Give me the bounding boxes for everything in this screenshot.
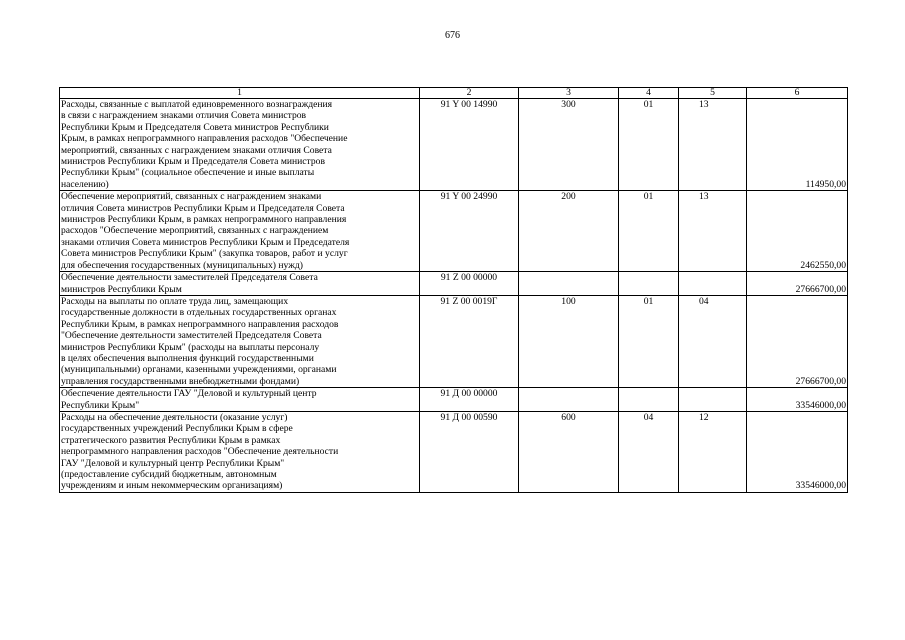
row-code: 91 Y 00 24990 [420,191,519,272]
description-line: Расходы на обеспечение деятельности (оказание услуг) [61,411,288,423]
row-col-3: 100 [519,295,619,387]
header-col-2: 2 [420,88,519,99]
row-col-5: 13 [679,99,747,191]
description-line: Республики Крым" (социальное обеспечение и иные выплаты [61,167,315,179]
description-line: Крым, в рамках непрограммного направления расходов "Обеспечение [61,133,348,145]
description-line: населению) [61,178,109,190]
row-col-5: 12 [679,411,747,492]
row-code: 91 Д 00 00000 [420,388,519,412]
row-description [60,411,420,492]
description-line: государственные должности в отдельных государственных органах [61,307,337,319]
description-line: расходов "Обеспечение мероприятий, связанных с награждением [61,225,329,237]
description-line: мероприятий, связанных с награждением знаками отличия Совета [61,144,332,156]
row-col-4 [619,272,679,296]
row-amount: 27666700,00 [747,272,848,296]
description-line: министров Республики Крым [61,283,182,295]
description-line: Расходы на выплаты по оплате труда лиц, замещающих [61,295,289,307]
description-line: Обеспечение деятельности заместителей Председателя Совета [61,272,318,284]
row-col-3: 200 [519,191,619,272]
budget-table [59,87,848,493]
table-row [60,295,848,387]
description-line: ГАУ "Деловой и культурный центр Республики Крым" [61,457,285,469]
description-line: министров Республики Крым, в рамках непрограммного направления [61,214,347,226]
row-col-4: 04 [619,411,679,492]
description-line: Расходы, связанные с выплатой единовременного вознаграждения [61,99,333,110]
description-line: непрограммного направления расходов "Обеспечение деятельности [61,446,339,458]
row-col-5 [679,388,747,412]
row-col-4: 01 [619,295,679,387]
description-line: стратегического развития Республики Крым в рамках [61,434,281,446]
description-line: в целях обеспечения выполнения функций государственными [61,352,314,364]
description-line: "Обеспечение деятельности заместителей Председателя Совета [61,330,322,342]
row-description [60,99,420,191]
page-number: 676 [445,30,460,41]
row-description [60,272,420,296]
description-line: Обеспечение деятельности ГАУ "Деловой и культурный центр [61,388,317,400]
header-col-4: 4 [619,88,679,99]
row-col-3 [519,272,619,296]
row-code: 91 Y 00 14990 [420,99,519,191]
header-col-1: 1 [60,88,420,99]
description-line: Совета министров Республики Крым" (закупка товаров, работ и услуг [61,248,348,260]
table-row [60,411,848,492]
row-code: 91 Z 00 0019Г [420,295,519,387]
row-col-4 [619,388,679,412]
row-col-3: 600 [519,411,619,492]
table-row [60,388,848,412]
row-col-5 [679,272,747,296]
description-line: Обеспечение мероприятий, связанных с награждением знаками [61,191,322,203]
description-line: в связи с награждением знаками отличия Совета министров [61,110,307,122]
description-line: знаками отличия Совета министров Республики Крым и Председателя [61,236,350,248]
description-line: министров Республики Крым и Председателя Совета министров [61,156,325,168]
row-col-4: 01 [619,99,679,191]
row-amount: 33546000,00 [747,388,848,412]
description-line: Республики Крым" [61,399,140,411]
description-line: учреждениям и иным некоммерческим организациям) [61,480,283,492]
description-line: (предоставление субсидий бюджетным, автономным [61,469,277,480]
table-row [60,272,848,296]
row-amount: 33546000,00 [747,411,848,492]
description-line: для обеспечения государственных (муниципальных) нужд) [61,259,303,271]
description-line: государственных учреждений Республики Крым в сфере [61,423,293,435]
row-col-5: 13 [679,191,747,272]
header-col-5: 5 [679,88,747,99]
row-code: 91 Д 00 00590 [420,411,519,492]
row-col-4: 01 [619,191,679,272]
row-amount: 2462550,00 [747,191,848,272]
header-row [60,88,848,99]
description-line: отличия Совета министров Республики Крым и Председателя Совета [61,202,345,214]
row-description [60,191,420,272]
table-row [60,191,848,272]
table-row [60,99,848,191]
description-line: Республики Крым, в рамках непрограммного направления расходов [61,318,339,330]
description-line: Республики Крым и Председателя Совета министров Республики [61,121,329,133]
description-line: управления государственными внебюджетными фондами) [61,375,300,387]
row-description [60,388,420,412]
header-col-3: 3 [519,88,619,99]
row-description [60,295,420,387]
row-code: 91 Z 00 00000 [420,272,519,296]
row-amount: 114950,00 [747,99,848,191]
description-line: министров Республики Крым" (расходы на выплаты персоналу [61,341,320,353]
row-col-3: 300 [519,99,619,191]
header-col-6: 6 [747,88,848,99]
row-col-5: 04 [679,295,747,387]
row-col-3 [519,388,619,412]
description-line: (муниципальными) органами, казенными учреждениями, органами [61,364,337,376]
row-amount: 27666700,00 [747,295,848,387]
